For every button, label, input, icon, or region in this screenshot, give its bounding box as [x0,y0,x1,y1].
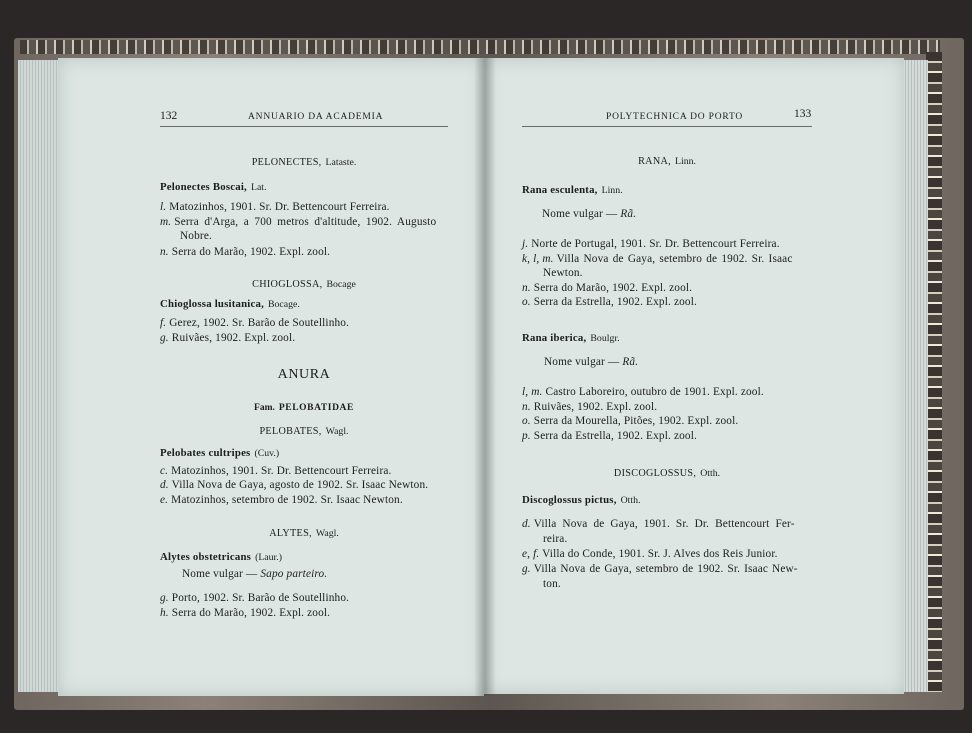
species-name: Rana esculenta, [522,184,598,196]
marbled-edge-top [20,40,940,54]
record-line: j. Norte de Portugal, 1901. Sr. Dr. Bettencourt Ferreira. [522,238,780,250]
species-name: Pelobates cultripes [160,447,251,459]
record-line: Newton. [543,267,583,279]
order-heading: ANURA [277,367,331,382]
species-heading [522,328,620,346]
record-line: m. Serra d'Arga, a 700 metros d'altitude, 1902. Augusto [160,216,437,228]
species-heading [522,490,640,508]
genus-heading [158,421,450,439]
genus-heading [158,523,450,541]
record-line: d. Villa Nova de Gaya, 1901. Sr. Dr. Bettencourt Fer- [522,518,795,530]
species-name: Alytes obstetricans [160,551,252,563]
species-heading [160,294,300,312]
page-number: 132 [160,110,178,122]
species-heading [160,177,266,195]
family-heading [158,397,450,415]
record-line: o. Serra da Mourella, Pitões, 1902. Expl. zool. [522,415,739,427]
species-name: Pelonectes Boscai, [160,181,247,193]
record-line: g. Ruivães, 1902. Expl. zool. [160,332,296,344]
genus-heading [158,274,450,292]
genus-author: Otth. [700,468,721,479]
species-author: Boulgr. [590,333,620,344]
right-page [484,58,904,694]
record-line: Nobre. [180,230,212,242]
genus-author: Linn. [674,156,696,167]
record-line: g. Villa Nova de Gaya, setembro de 1902. Sr. Isaac New- [522,563,798,575]
genus-name: ALYTES, [269,528,312,539]
species-author: Lat. [250,182,267,193]
record-line: e, f. Villa do Conde, 1901. Sr. J. Alves dos Reis Junior. [522,548,778,560]
genus-name: DISCOGLOSSUS, [613,468,697,479]
genus-name: CHIOGLOSSA, [252,279,323,290]
marbled-edge-right [926,52,942,692]
family-prefix: Fam. [254,403,275,413]
species-name: Chioglossa lusitanica, [160,298,264,310]
running-head: POLYTECHNICA DO PORTO [606,112,744,122]
record-line: e. Matozinhos, setembro de 1902. Sr. Isaac Newton. [160,494,403,506]
book-gutter [474,58,496,696]
record-line: n. Ruivães, 1902. Expl. zool. [522,401,658,413]
record-line: g. Porto, 1902. Sr. Barão de Soutellinho. [160,592,350,604]
species-name: Discoglossus pictus, [522,494,617,506]
record-line: o. Serra da Estrella, 1902. Expl. zool. [522,296,697,308]
genus-name: PELOBATES, [259,426,322,437]
vernacular-name: Nome vulgar — Rã. [542,208,637,220]
species-author: Bocage. [268,299,300,310]
species-author: (Cuv.) [254,448,280,459]
record-line: l. Matozinhos, 1901. Sr. Dr. Bettencourt Ferreira. [160,201,390,213]
genus-name: RANA, [638,156,671,167]
genus-author: Bocage [326,279,356,290]
header-rule [522,126,812,127]
genus-author: Wagl. [315,528,339,539]
species-author: Linn. [601,185,623,196]
genus-name: PELONECTES, [251,157,322,168]
record-line: c. Matozinhos, 1901. Sr. Dr. Bettencourt Ferreira. [160,465,392,477]
genus-heading [520,151,814,169]
record-line: n. Serra do Marão, 1902. Expl. zool. [160,246,331,258]
record-line: h. Serra do Marão, 1902. Expl. zool. [160,607,331,619]
record-line: d. Villa Nova de Gaya, agosto de 1902. Sr. Isaac Newton. [160,479,429,491]
vernacular-name: Nome vulgar — Rã. [544,356,639,368]
record-line: reira. [543,533,568,545]
record-line: ton. [543,578,561,590]
species-author: Otth. [620,495,641,506]
genus-heading [520,463,814,481]
species-heading [160,443,279,461]
genus-heading [158,152,450,170]
record-line: l, m. Castro Laboreiro, outubro de 1901. Expl. zool. [522,386,764,398]
record-line: p. Serra da Estrella, 1902. Expl. zool. [522,430,697,442]
record-line: k, l, m. Villa Nova de Gaya, setembro de 1902. Sr. Isaac [522,253,793,265]
genus-author: Lataste. [325,157,357,168]
vernacular-name: Nome vulgar — Sapo parteiro. [182,568,328,580]
family-name: PELOBATIDAE [278,403,354,413]
running-head: ANNUARIO DA ACADEMIA [248,112,384,122]
species-heading [160,547,282,565]
species-name: Rana iberica, [522,332,587,344]
page-number: 133 [794,108,812,120]
header-rule [160,126,448,127]
species-heading [522,180,623,198]
left-page [58,58,484,696]
genus-author: Wagl. [325,426,349,437]
record-line: n. Serra do Marão, 1902. Expl. zool. [522,282,693,294]
record-line: f. Gerez, 1902. Sr. Barão de Soutellinho. [160,317,350,329]
species-author: (Laur.) [255,552,282,563]
